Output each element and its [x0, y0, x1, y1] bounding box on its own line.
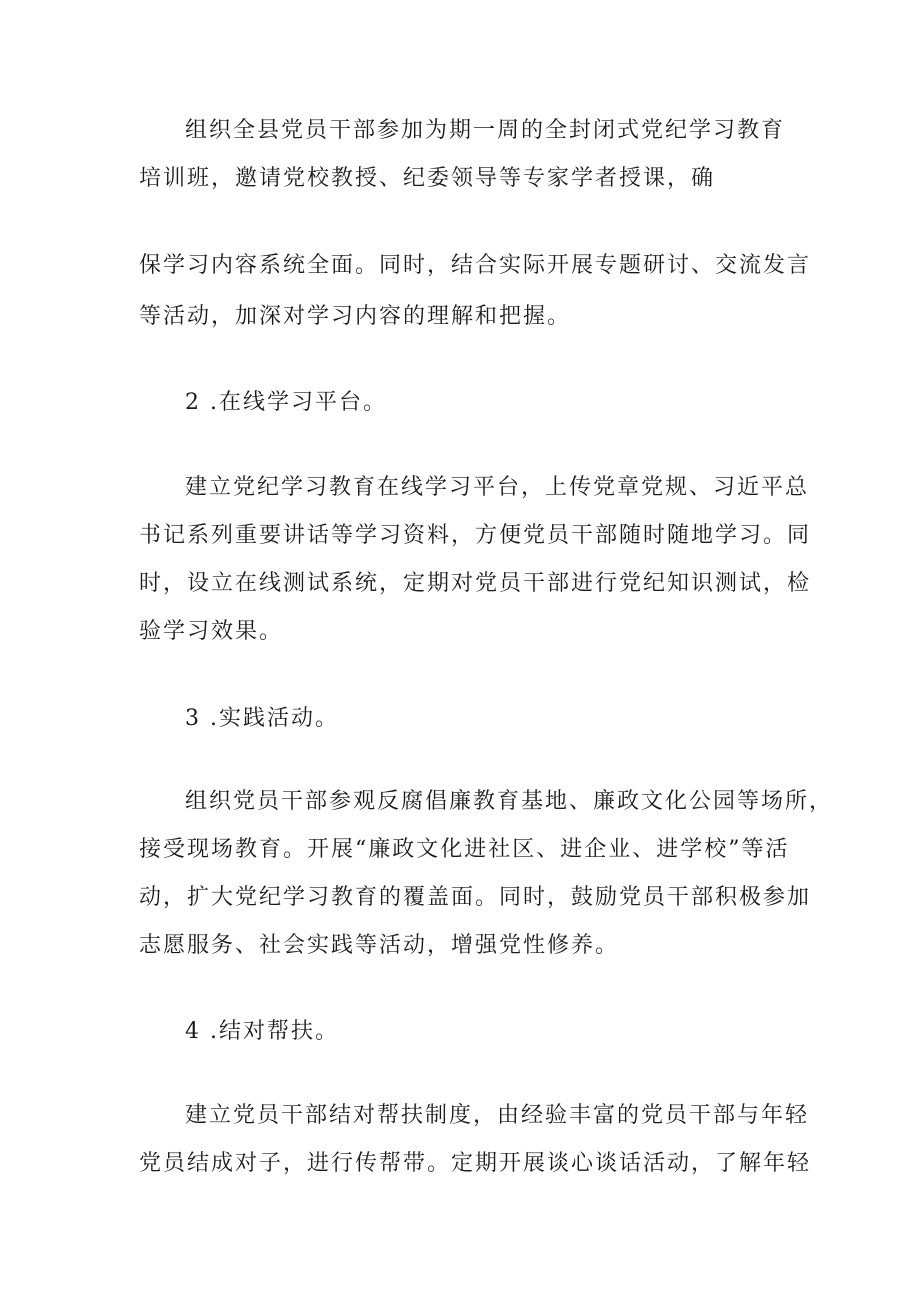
section-heading: 3 .实践活动。	[185, 706, 339, 731]
paragraph-line: 书记系列重要讲话等学习资料，方便党员干部随时随地学习。同	[139, 523, 812, 548]
section-heading: 4 .结对帮扶。	[185, 1019, 339, 1044]
paragraph-line: 党员结成对子，进行传帮带。定期开展谈心谈话活动，了解年轻	[139, 1151, 812, 1176]
paragraph-line: 培训班，邀请党校教授、纪委领导等专家学者授课，确	[139, 166, 716, 191]
paragraph-line: 时，设立在线测试系统，定期对党员干部进行党纪知识测试，检	[139, 571, 812, 596]
section-heading: 2 .在线学习平台。	[185, 390, 387, 415]
paragraph-line: 建立党员干部结对帮扶制度，由经验丰富的党员干部与年轻	[185, 1103, 810, 1128]
paragraph-line: 等活动，加深对学习内容的理解和把握。	[139, 304, 572, 329]
paragraph-line: 保学习内容系统全面。同时，结合实际开展专题研讨、交流发言	[139, 253, 812, 278]
paragraph-line: 组织党员干部参观反腐倡廉教育基地、廉政文化公园等场所，	[185, 789, 834, 814]
paragraph-line: 组织全县党员干部参加为期一周的全封闭式党纪学习教育	[185, 118, 786, 143]
paragraph-line: 接受现场教育。开展“廉政文化进社区、进企业、进学校”等活	[139, 837, 790, 862]
paragraph-line: 志愿服务、社会实践等活动，增强党性修养。	[139, 933, 620, 958]
paragraph-line: 验学习效果。	[139, 619, 284, 644]
paragraph-line: 动，扩大党纪学习教育的覆盖面。同时，鼓励党员干部积极参加	[139, 885, 812, 910]
paragraph-line: 建立党纪学习教育在线学习平台，上传党章党规、习近平总	[185, 475, 810, 500]
